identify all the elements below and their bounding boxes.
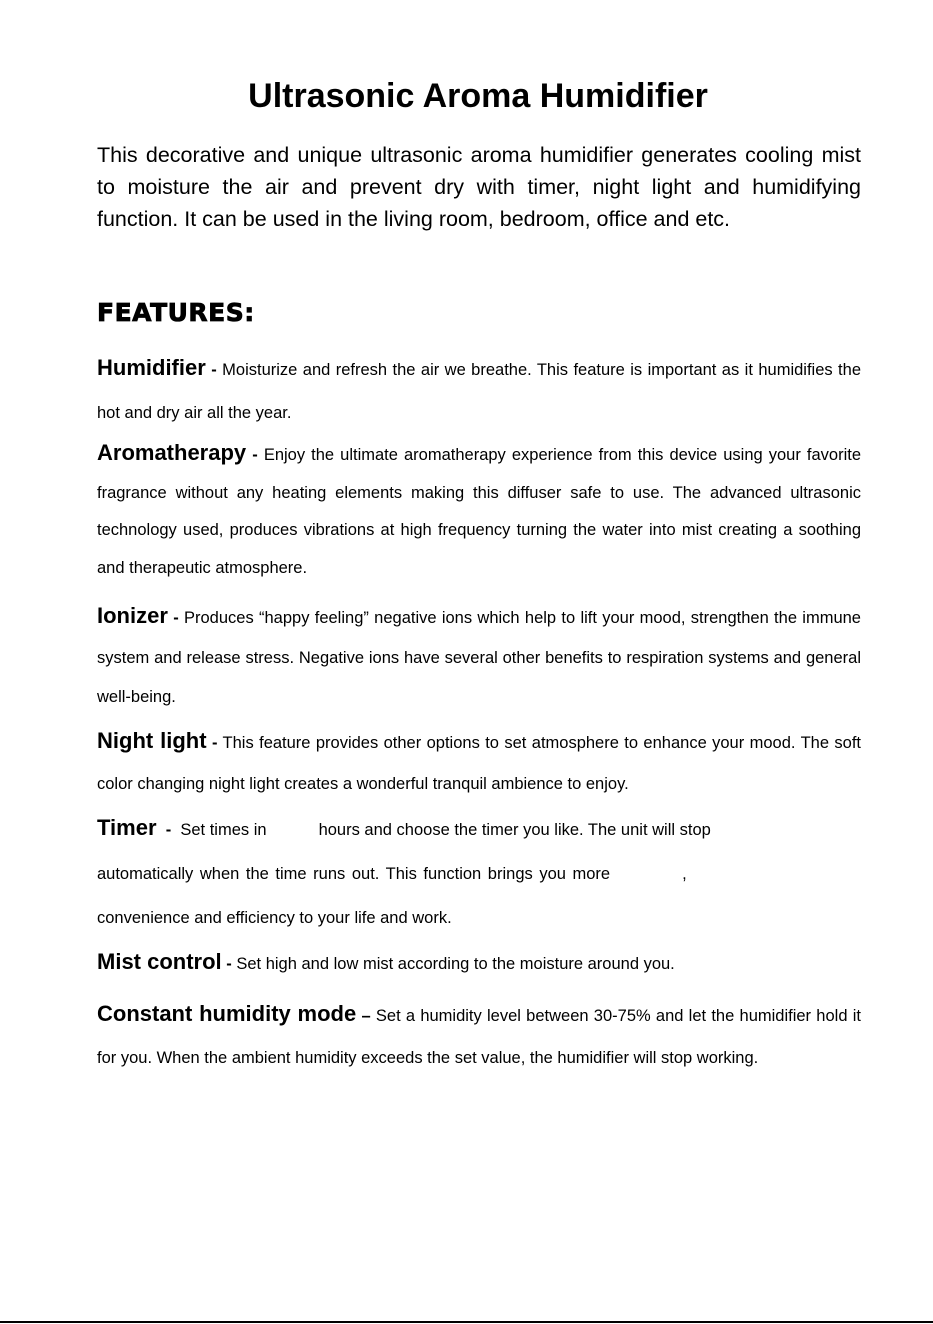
- page-title: Ultrasonic Aroma Humidifier: [248, 77, 708, 115]
- feature-aromatherapy: [97, 434, 861, 587]
- feature-description: automatically when the time runs out. This function brings you more: [97, 865, 611, 883]
- feature-humidifier: [97, 346, 861, 435]
- feature-separator: -: [211, 361, 217, 379]
- feature-night-light: [97, 720, 861, 805]
- feature-name: Ionizer: [97, 603, 168, 628]
- feature-mist-control: [97, 942, 861, 984]
- bottom-rule: [0, 1321, 933, 1323]
- features-heading: FEATURES:: [97, 298, 255, 327]
- feature-name: Constant humidity mode: [97, 1001, 357, 1026]
- feature-name: Humidifier: [97, 355, 206, 380]
- feature-separator: -: [165, 821, 172, 839]
- feature-description: convenience and efficiency to your life and work.: [97, 909, 452, 927]
- feature-description: ,: [682, 865, 687, 883]
- feature-description: Set a humidity level between 30-75% and let the humidifier hold it for you. When the ambient humidity exceeds the set value, the humidifier will stop working.: [97, 1007, 861, 1067]
- feature-name: Mist control: [97, 949, 222, 974]
- feature-description: Set times in: [180, 821, 267, 839]
- feature-separator: –: [361, 1007, 371, 1025]
- feature-description: Moisturize and refresh the air we breathe. This feature is important as it humidifies the hot and dry air all the year.: [97, 361, 861, 422]
- feature-separator: -: [252, 446, 258, 464]
- feature-description: Set high and low mist according to the moisture around you.: [236, 955, 675, 973]
- intro-paragraph: This decorative and unique ultrasonic aroma humidifier generates cooling mist to moisture the air and prevent dry with timer, night light and humidifying function. It can be used in the living room, bedroom, office and etc.: [97, 143, 861, 231]
- feature-separator: -: [211, 734, 218, 752]
- feature-name: Timer: [97, 815, 157, 840]
- feature-description: hours and choose the timer you like. The unit will stop: [318, 821, 711, 839]
- feature-separator: -: [173, 609, 179, 627]
- feature-name: Aromatherapy: [97, 440, 247, 465]
- feature-description: This feature provides other options to set atmosphere to enhance your mood. The soft color changing night light creates a wonderful tranquil ambience to enjoy.: [97, 734, 861, 793]
- feature-separator: -: [226, 955, 232, 973]
- feature-description: Enjoy the ultimate aromatherapy experience from this device using your favorite fragrance without any heating elements making this diffuser safe to use. The advanced ultrasonic technology used, produces vibrations at high frequency turning the water into mist creating a soothing and therapeutic atmosphere.: [97, 446, 862, 577]
- feature-constant-humidity: [97, 993, 861, 1079]
- feature-description: Produces “happy feeling” negative ions which help to lift your mood, strengthen the immune system and release stress. Negative ions have several other benefits to respiration systems and general well-being.: [97, 609, 861, 706]
- feature-timer: [97, 806, 861, 940]
- feature-name: Night light: [97, 728, 207, 753]
- feature-ionizer: [97, 596, 861, 718]
